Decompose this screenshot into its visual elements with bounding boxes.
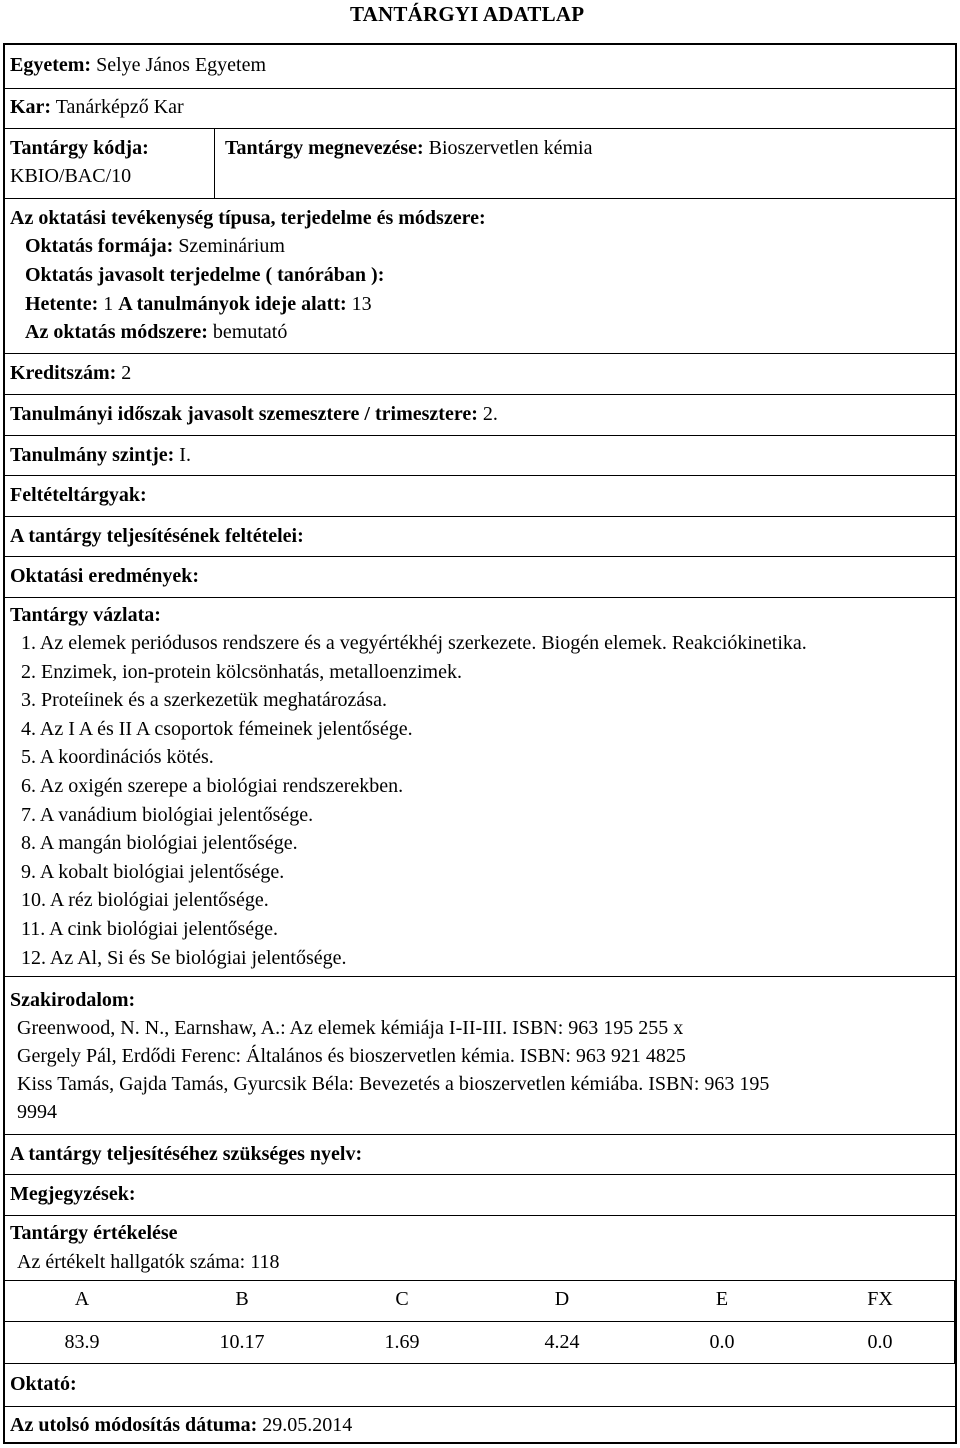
- list-item: 5. A koordinációs kötés.: [21, 746, 214, 768]
- grade-header-a: A: [74, 1288, 90, 1310]
- course-name-label: Tantárgy megnevezése:: [225, 137, 424, 159]
- credits-field: Kreditszám: 2: [10, 362, 132, 384]
- outline-label: Tantárgy vázlata:: [10, 604, 161, 626]
- list-item: 9. A kobalt biológiai jelentősége.: [21, 861, 285, 883]
- teacher-label: Oktató:: [10, 1373, 77, 1395]
- grades-mid-line: [3, 1321, 955, 1322]
- grade-value-fx: 0.0: [867, 1331, 893, 1353]
- grade-header-c: C: [395, 1288, 409, 1310]
- prerequisites-label: Feltételtárgyak:: [10, 484, 147, 506]
- semester-field: Tanulmányi időszak javasolt szemesztere / trimesztere: 2.: [10, 403, 498, 425]
- notes-label: Megjegyzések:: [10, 1183, 136, 1205]
- outcomes-label: Oktatási eredmények:: [10, 565, 200, 587]
- level-field: Tanulmány szintje: I.: [10, 444, 191, 466]
- teaching-scope: Oktatás javasolt terjedelme ( tanórában ):: [25, 264, 385, 286]
- faculty-label: Kar:: [10, 96, 52, 118]
- grade-header-d: D: [554, 1288, 570, 1310]
- outline-row: [3, 597, 957, 976]
- teaching-heading: Az oktatási tevékenység típusa, terjedelme és módszere:: [10, 207, 486, 229]
- grade-header-b: B: [235, 1288, 249, 1310]
- teaching-method: Az oktatás módszere: bemutató: [25, 321, 288, 343]
- list-item: 10. A réz biológiai jelentősége.: [21, 889, 269, 911]
- course-name-field: [225, 136, 592, 160]
- literature-label: Szakirodalom:: [10, 989, 136, 1011]
- university-value: Selye János Egyetem: [96, 54, 267, 76]
- grades-table: [3, 1280, 957, 1364]
- grade-header-e: E: [715, 1288, 729, 1310]
- language-label: A tantárgy teljesítéséhez szükséges nyelv:: [10, 1143, 363, 1165]
- list-item: 7. A vanádium biológiai jelentősége.: [21, 804, 314, 826]
- prerequisites-row: [3, 475, 957, 516]
- literature-item: 9994: [17, 1101, 57, 1123]
- list-item: 3. Proteíinek és a szerkezetük meghatározása.: [21, 689, 387, 711]
- level-row: [3, 435, 957, 475]
- list-item: 2. Enzimek, ion-protein kölcsönhatás, metalloenzimek.: [21, 661, 462, 683]
- faculty-value: Tanárképző Kar: [55, 96, 184, 118]
- list-item: 11. A cink biológiai jelentősége.: [21, 918, 278, 940]
- credits-row: [3, 353, 957, 394]
- requirements-row: [3, 516, 957, 556]
- notes-row: [3, 1174, 957, 1215]
- literature-item: Kiss Tamás, Gajda Tamás, Gyurcsik Béla: Bevezetés a bioszervetlen kémiába. ISBN: 963 195: [17, 1073, 770, 1095]
- faculty-row: [3, 88, 957, 128]
- university-field: [10, 53, 266, 77]
- list-item: 6. Az oxigén szerepe a biológiai rendszerekben.: [21, 775, 404, 797]
- faculty-field: [10, 95, 184, 119]
- outcomes-row: [3, 556, 957, 597]
- semester-row: [3, 394, 957, 435]
- course-row: [3, 128, 957, 198]
- grade-value-b: 10.17: [219, 1331, 265, 1353]
- literature-row: [3, 976, 957, 1134]
- teaching-hours: Hetente: 1 A tanulmányok ideje alatt: 13: [25, 293, 372, 315]
- course-name-value: Bioszervetlen kémia: [428, 137, 593, 159]
- teaching-row: [3, 198, 957, 353]
- literature-item: Greenwood, N. N., Earnshaw, A.: Az elemek kémiája I-II-III. ISBN: 963 195 255 x: [17, 1017, 684, 1039]
- evaluation-row: [3, 1215, 957, 1363]
- grade-header-fx: FX: [867, 1288, 893, 1310]
- course-code-value: KBIO/BAC/10: [10, 165, 132, 187]
- evaluation-label: Tantárgy értékelése: [10, 1222, 178, 1244]
- requirements-label: A tantárgy teljesítésének feltételei:: [10, 525, 304, 547]
- university-row: [3, 43, 957, 88]
- course-code-label: Tantárgy kódja:: [10, 137, 149, 159]
- list-item: 1. Az elemek periódusos rendszere és a vegyértékhéj szerkezete. Biogén elemek. Reakciókinetika.: [21, 632, 807, 654]
- grade-value-e: 0.0: [709, 1331, 735, 1353]
- grade-value-c: 1.69: [384, 1331, 420, 1353]
- course-divider: [214, 129, 215, 198]
- list-item: 12. Az Al, Si és Se biológiai jelentősége.: [21, 947, 347, 969]
- grade-value-a: 83.9: [64, 1331, 100, 1353]
- last-modified-row: [3, 1406, 957, 1444]
- teaching-form: Oktatás formája: Szeminárium: [25, 235, 285, 257]
- last-modified-field: Az utolsó módosítás dátuma: 29.05.2014: [10, 1414, 353, 1436]
- teacher-row: [3, 1363, 957, 1406]
- list-item: 8. A mangán biológiai jelentősége.: [21, 832, 298, 854]
- language-row: [3, 1134, 957, 1174]
- evaluated-students: Az értékelt hallgatók száma: 118: [17, 1251, 280, 1273]
- document-title: TANTÁRGYI ADATLAP: [350, 2, 585, 26]
- literature-item: Gergely Pál, Erdődi Ferenc: Általános és bioszervetlen kémia. ISBN: 963 921 4825: [17, 1045, 686, 1067]
- university-label: Egyetem:: [10, 54, 92, 76]
- grades-top-line: [3, 1280, 955, 1281]
- list-item: 4. Az I A és II A csoportok fémeinek jelentősége.: [21, 718, 413, 740]
- grade-value-d: 4.24: [544, 1331, 580, 1353]
